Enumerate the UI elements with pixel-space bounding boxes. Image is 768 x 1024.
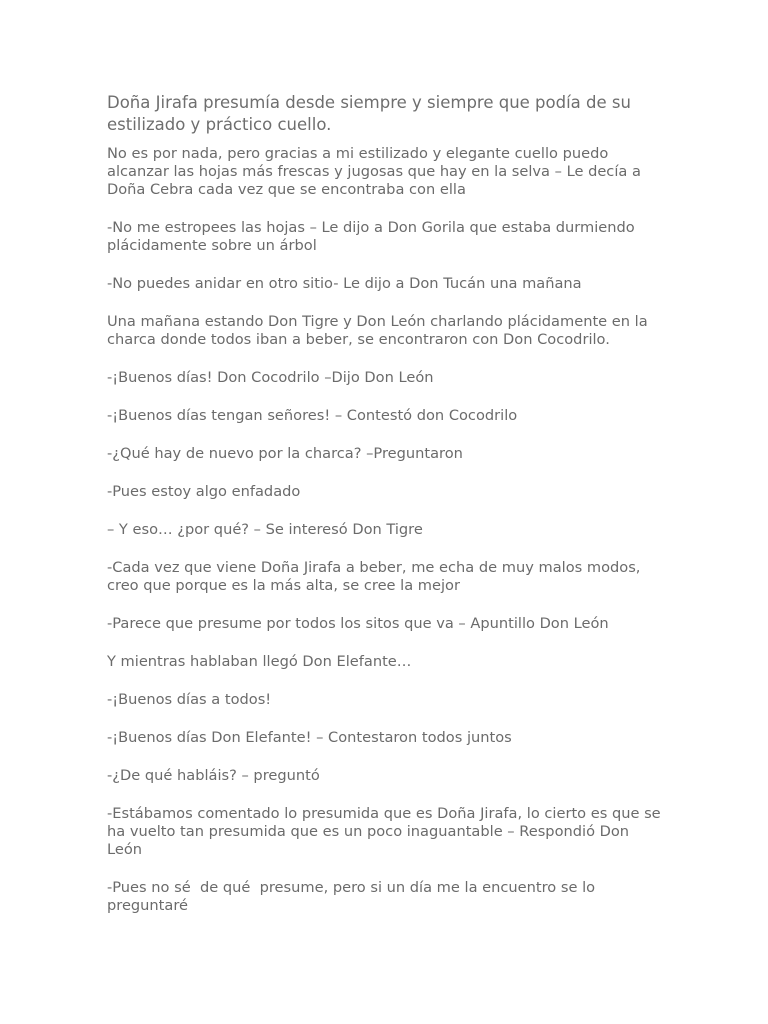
paragraph: -Parece que presume por todos los sitos que va – Apuntillo Don León (107, 615, 609, 632)
document-title: Doña Jirafa presumía desde siempre y siempre que podía de su estilizado y práctico cuello. (107, 93, 631, 134)
document-page (107, 92, 667, 935)
paragraph: – Y eso… ¿por qué? – Se interesó Don Tigre (107, 521, 423, 538)
paragraph: No es por nada, pero gracias a mi estilizado y elegante cuello puedo alcanzar las hojas más frescas y jugosas que hay en la selva – Le decía a Doña Cebra cada vez que se encontraba con ella (107, 145, 646, 198)
paragraph: -Pues estoy algo enfadado (107, 483, 301, 500)
paragraph: Y mientras hablaban llegó Don Elefante… (107, 653, 412, 670)
paragraph: -¡Buenos días Don Elefante! – Contestaron todos juntos (107, 729, 512, 746)
paragraph: -Pues no sé de qué presume, pero si un día me la encuentro se lo preguntaré (107, 879, 600, 914)
paragraph: -¡Buenos días! Don Cocodrilo –Dijo Don León (107, 369, 434, 386)
document-body (107, 145, 667, 915)
paragraph: Una mañana estando Don Tigre y Don León charlando plácidamente en la charca donde todos iban a beber, se encontraron con Don Cocodrilo. (107, 313, 653, 348)
paragraph: -Cada vez que viene Doña Jirafa a beber, me echa de muy malos modos, creo que porque es la más alta, se cree la mejor (107, 559, 646, 594)
paragraph: -¡Buenos días tengan señores! – Contestó don Cocodrilo (107, 407, 518, 424)
paragraph: -Estábamos comentado lo presumida que es Doña Jirafa, lo cierto es que se ha vuelto tan presumida que es un poco inaguantable – Respondió Don León (107, 805, 666, 858)
paragraph: -¡Buenos días a todos! (107, 691, 272, 708)
paragraph: -No puedes anidar en otro sitio- Le dijo a Don Tucán una mañana (107, 275, 582, 292)
paragraph: -¿De qué habláis? – preguntó (107, 767, 320, 784)
paragraph: -¿Qué hay de nuevo por la charca? –Preguntaron (107, 445, 463, 462)
paragraph: -No me estropees las hojas – Le dijo a Don Gorila que estaba durmiendo plácidamente sobre un árbol (107, 219, 640, 254)
